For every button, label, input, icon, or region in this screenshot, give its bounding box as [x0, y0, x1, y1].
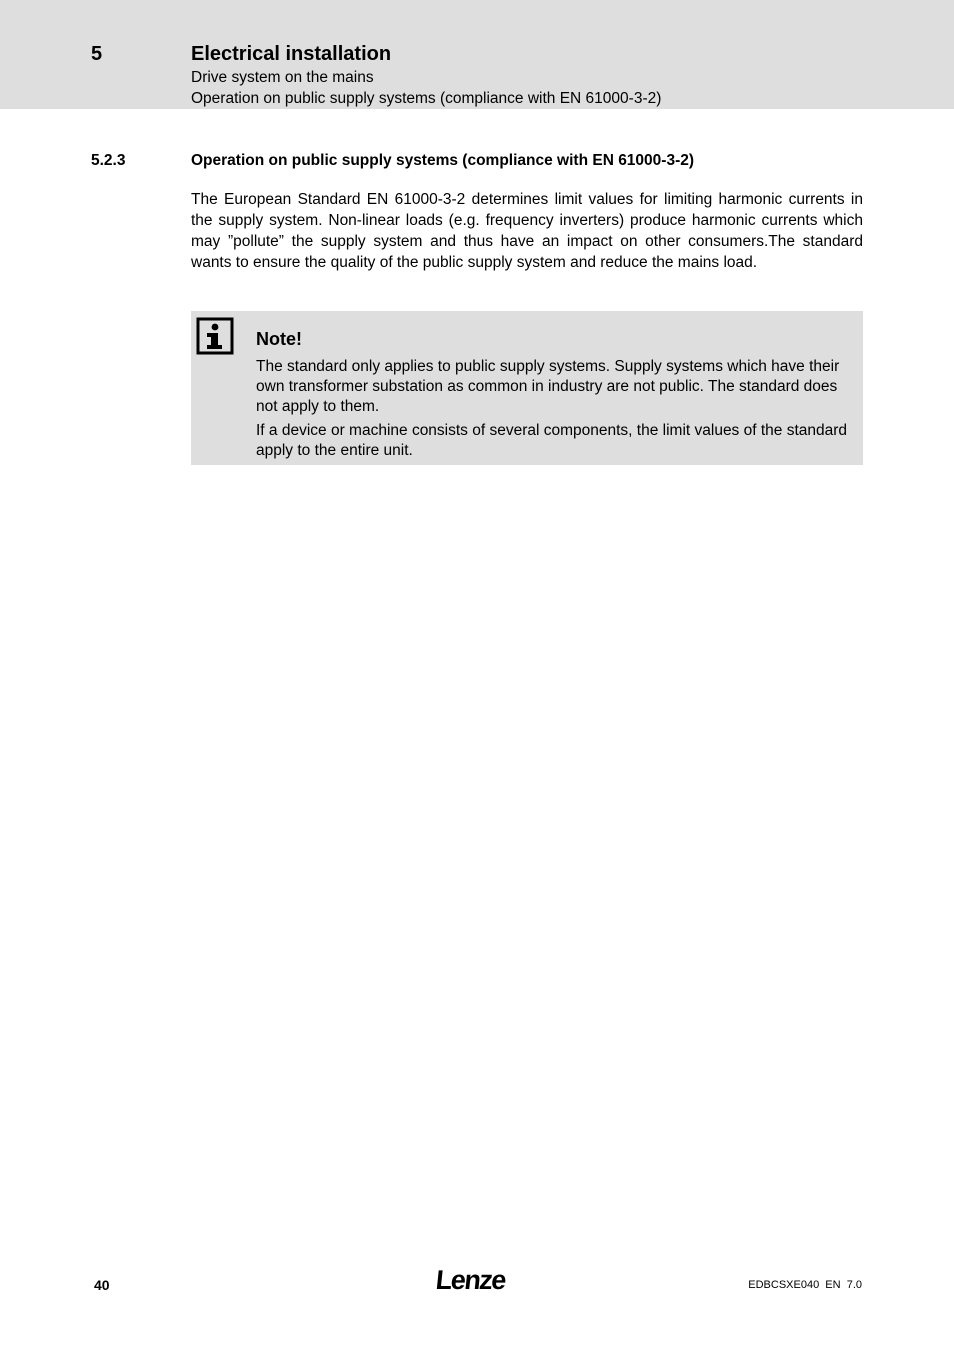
chapter-number: 5 [91, 43, 103, 65]
section-number: 5.2.3 [91, 152, 126, 169]
note-paragraph-2: If a device or machine consists of several components, the limit values of the standard apply to the entire unit. [256, 422, 848, 459]
info-icon [196, 317, 234, 355]
chapter-title: Electrical installation [191, 43, 392, 65]
section-title: Operation on public supply systems (compliance with EN 61000-3-2) [191, 152, 695, 169]
header-subtitle-2: Operation on public supply systems (compliance with EN 61000-3-2) [191, 90, 662, 107]
page-number: 40 [94, 1277, 110, 1293]
note-box [191, 311, 863, 465]
lenze-logo: Lenze [434, 1265, 507, 1295]
section-body-text: The European Standard EN 61000-3-2 determines limit values for limiting harmonic currents in the supply system. Non-linear loads (e.g. frequency inverters) produce harmonic currents which may ”pollute” the supply system and thus have an impact on other consumers.The standard wants to ensure the quality of the public supply system and reduce the mains load. [191, 191, 863, 271]
note-title: Note! [256, 329, 302, 349]
document-code: EDBCSXE040 EN 7.0 [748, 1279, 862, 1291]
page-header [0, 0, 954, 109]
note-paragraph-1: The standard only applies to public supply systems. Supply systems which have their own transformer substation as common in industry are not public. The standard does not apply to them. [256, 358, 840, 415]
header-subtitle-1: Drive system on the mains [191, 69, 374, 86]
